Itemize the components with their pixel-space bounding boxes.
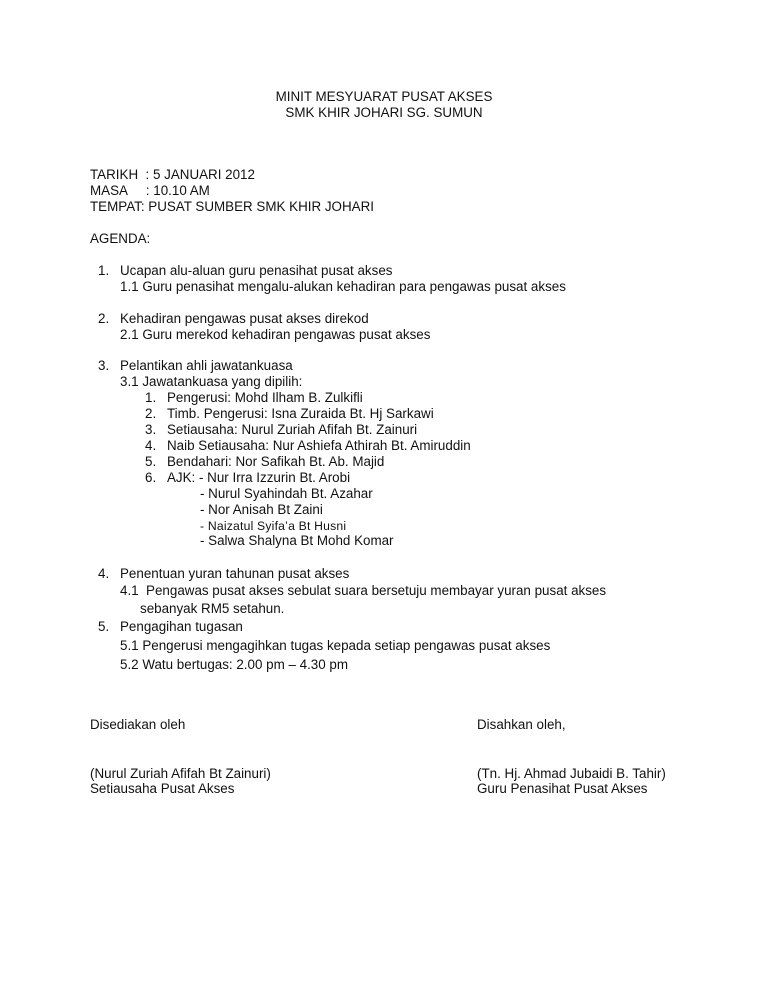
approved-by-label: Disahkan oleh, (477, 717, 566, 732)
title-line-2: SMK KHIR JOHARI SG. SUMUN (285, 105, 483, 120)
prepared-by-role: Setiausaha Pusat Akses (90, 781, 235, 796)
member-number: 5. (145, 454, 157, 469)
agenda-item-1-title: Ucapan alu-aluan guru penasihat pusat akses (120, 263, 393, 278)
prepared-by-name: (Nurul Zuriah Afifah Bt Zainuri) (90, 766, 271, 781)
agenda-heading: AGENDA: (90, 231, 151, 246)
agenda-item-2-title: Kehadiran pengawas pusat akses direkod (120, 311, 369, 326)
agenda-item-1-number: 1. (98, 263, 110, 278)
ajk-member: - Salwa Shalyna Bt Mohd Komar (200, 533, 394, 548)
agenda-item-2-number: 2. (98, 311, 110, 326)
approved-by-name: (Tn. Hj. Ahmad Jubaidi B. Tahir) (477, 766, 666, 781)
venue-line: TEMPAT: PUSAT SUMBER SMK KHIR JOHARI (90, 199, 374, 214)
agenda-item-3-number: 3. (98, 358, 110, 373)
member-number: 1. (145, 390, 157, 405)
member-pengerusi: Pengerusi: Mohd Ilham B. Zulkifli (167, 390, 363, 405)
prepared-by-label: Disediakan oleh (90, 717, 186, 732)
agenda-item-4-title: Penentuan yuran tahunan pusat akses (120, 566, 350, 581)
member-ajk: AJK: - Nur Irra Izzurin Bt. Arobi (167, 470, 351, 485)
agenda-item-5-title: Pengagihan tugasan (120, 619, 243, 634)
member-number: 6. (145, 470, 157, 485)
agenda-item-4-sub: 4.1 Pengawas pusat akses sebulat suara bersetuju membayar yuran pusat akses (120, 583, 607, 598)
agenda-item-4-sub-continued: sebanyak RM5 setahun. (140, 601, 285, 616)
agenda-item-4-number: 4. (98, 566, 110, 581)
member-number: 2. (145, 406, 157, 421)
ajk-member: - Nor Anisah Bt Zaini (200, 502, 323, 517)
agenda-item-5-sub-2: 5.2 Watu bertugas: 2.00 pm – 4.30 pm (120, 657, 349, 672)
date-line: TARIKH : 5 JANUARI 2012 (90, 167, 255, 182)
agenda-item-2-sub: 2.1 Guru merekod kehadiran pengawas pusat akses (120, 327, 431, 342)
agenda-item-1-sub: 1.1 Guru penasihat mengalu-alukan kehadiran para pengawas pusat akses (120, 279, 566, 294)
agenda-item-5-sub-1: 5.1 Pengerusi mengagihkan tugas kepada setiap pengawas pusat akses (120, 638, 551, 653)
member-bendahari: Bendahari: Nor Safikah Bt. Ab. Majid (167, 454, 385, 469)
agenda-item-3-title: Pelantikan ahli jawatankuasa (120, 358, 293, 373)
approved-by-role: Guru Penasihat Pusat Akses (477, 781, 648, 796)
ajk-member: - Naizatul Syifa’a Bt Husni (200, 519, 347, 533)
agenda-item-5-number: 5. (98, 619, 110, 634)
time-line: MASA : 10.10 AM (90, 183, 210, 198)
member-number: 3. (145, 422, 157, 437)
member-naib-setiausaha: Naib Setiausaha: Nur Ashiefa Athirah Bt. Amiruddin (167, 438, 471, 453)
agenda-item-3-sub: 3.1 Jawatankuasa yang dipilih: (120, 374, 303, 389)
member-setiausaha: Setiausaha: Nurul Zuriah Afifah Bt. Zainuri (167, 422, 418, 437)
member-timb-pengerusi: Timb. Pengerusi: Isna Zuraida Bt. Hj Sarkawi (167, 406, 434, 421)
member-number: 4. (145, 438, 157, 453)
ajk-member: - Nurul Syahindah Bt. Azahar (200, 486, 373, 501)
title-line-1: MINIT MESYUARAT PUSAT AKSES (275, 89, 493, 104)
